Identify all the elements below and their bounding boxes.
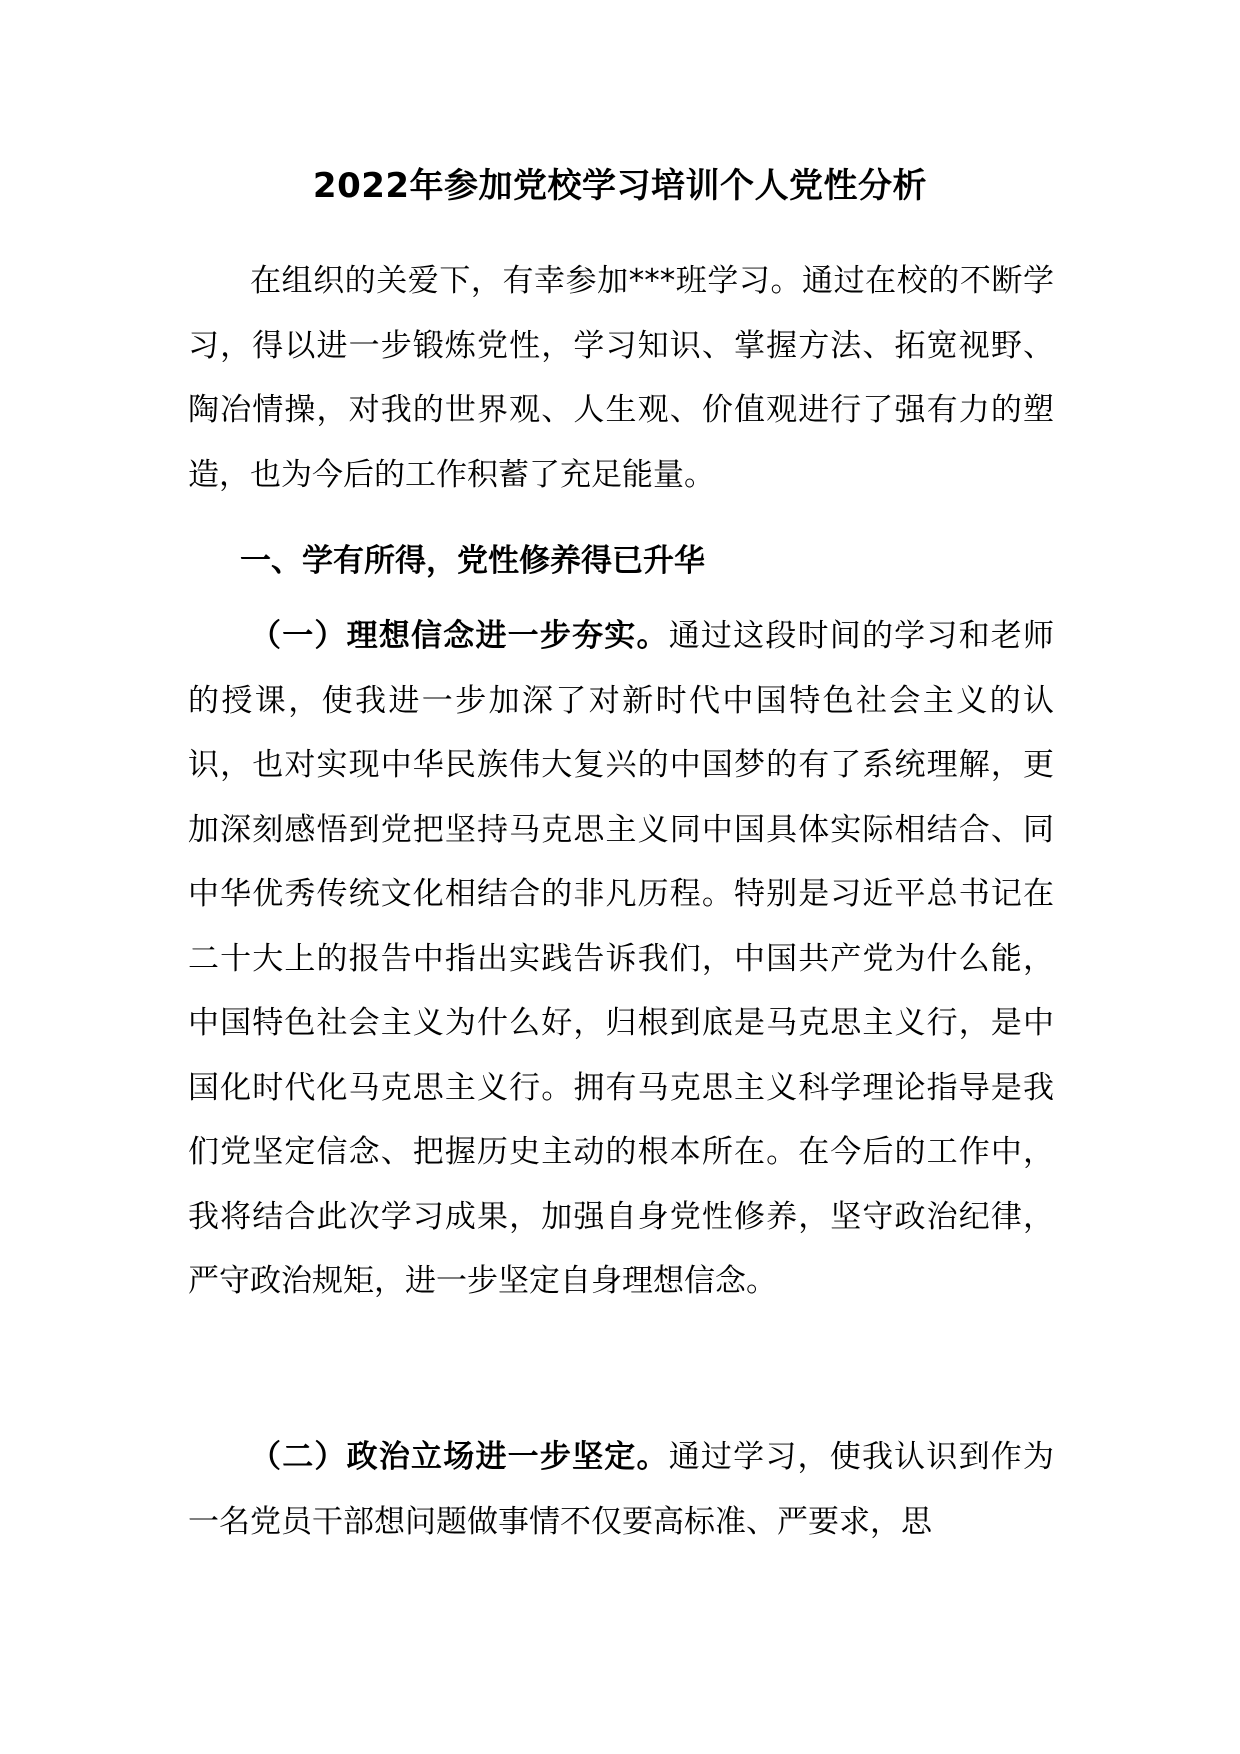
item-one-text: 通过这段时间的学习和老师的授课，使我进一步加深了对新时代中国特色社会主义的认识，也对实现中华民族伟大复兴的中国梦的有了系统理解，更加深刻感悟到党把坚持马克思主义同中国具体实际相结合、同中华优秀传统文化相结合的非凡历程。特别是习近平总书记在二十大上的报告中指出实践告诉我们，中国共产党为什么能，中国特色社会主义为什么好，归根到底是马克思主义行，是中国化时代化马克思主义行。拥有马克思主义科学理论指导是我们党坚定信念、把握历史主动的根本所在。在今后的工作中，我将结合此次学习成果，加强自身党性修养，坚守政治纪律，严守政治规矩，进一步坚定自身理想信念。 xyxy=(188,618,1055,1299)
item-two-paragraph xyxy=(188,1425,1054,1554)
item-two-lead: （二）政治立场进一步坚定。 xyxy=(250,1439,669,1475)
document-title: 2022年参加党校学习培训个人党性分析 xyxy=(312,166,928,206)
item-one-paragraph xyxy=(188,604,1054,1314)
section-one-heading: 一、学有所得，党性修养得已升华 xyxy=(240,543,705,579)
item-two-text: 通过学习，使我认识到作为一名党员干部想问题做事情不仅要高标准、严要求，思 xyxy=(188,1439,1055,1540)
item-one-lead: （一）理想信念进一步夯实。 xyxy=(250,618,669,654)
intro-paragraph: 在组织的关爱下，有幸参加***班学习。通过在校的不断学习，得以进一步锻炼党性，学习知识、掌握方法、拓宽视野、陶冶情操，对我的世界观、人生观、价值观进行了强有力的塑造，也为今后的工作积蓄了充足能量。 xyxy=(188,263,1054,493)
